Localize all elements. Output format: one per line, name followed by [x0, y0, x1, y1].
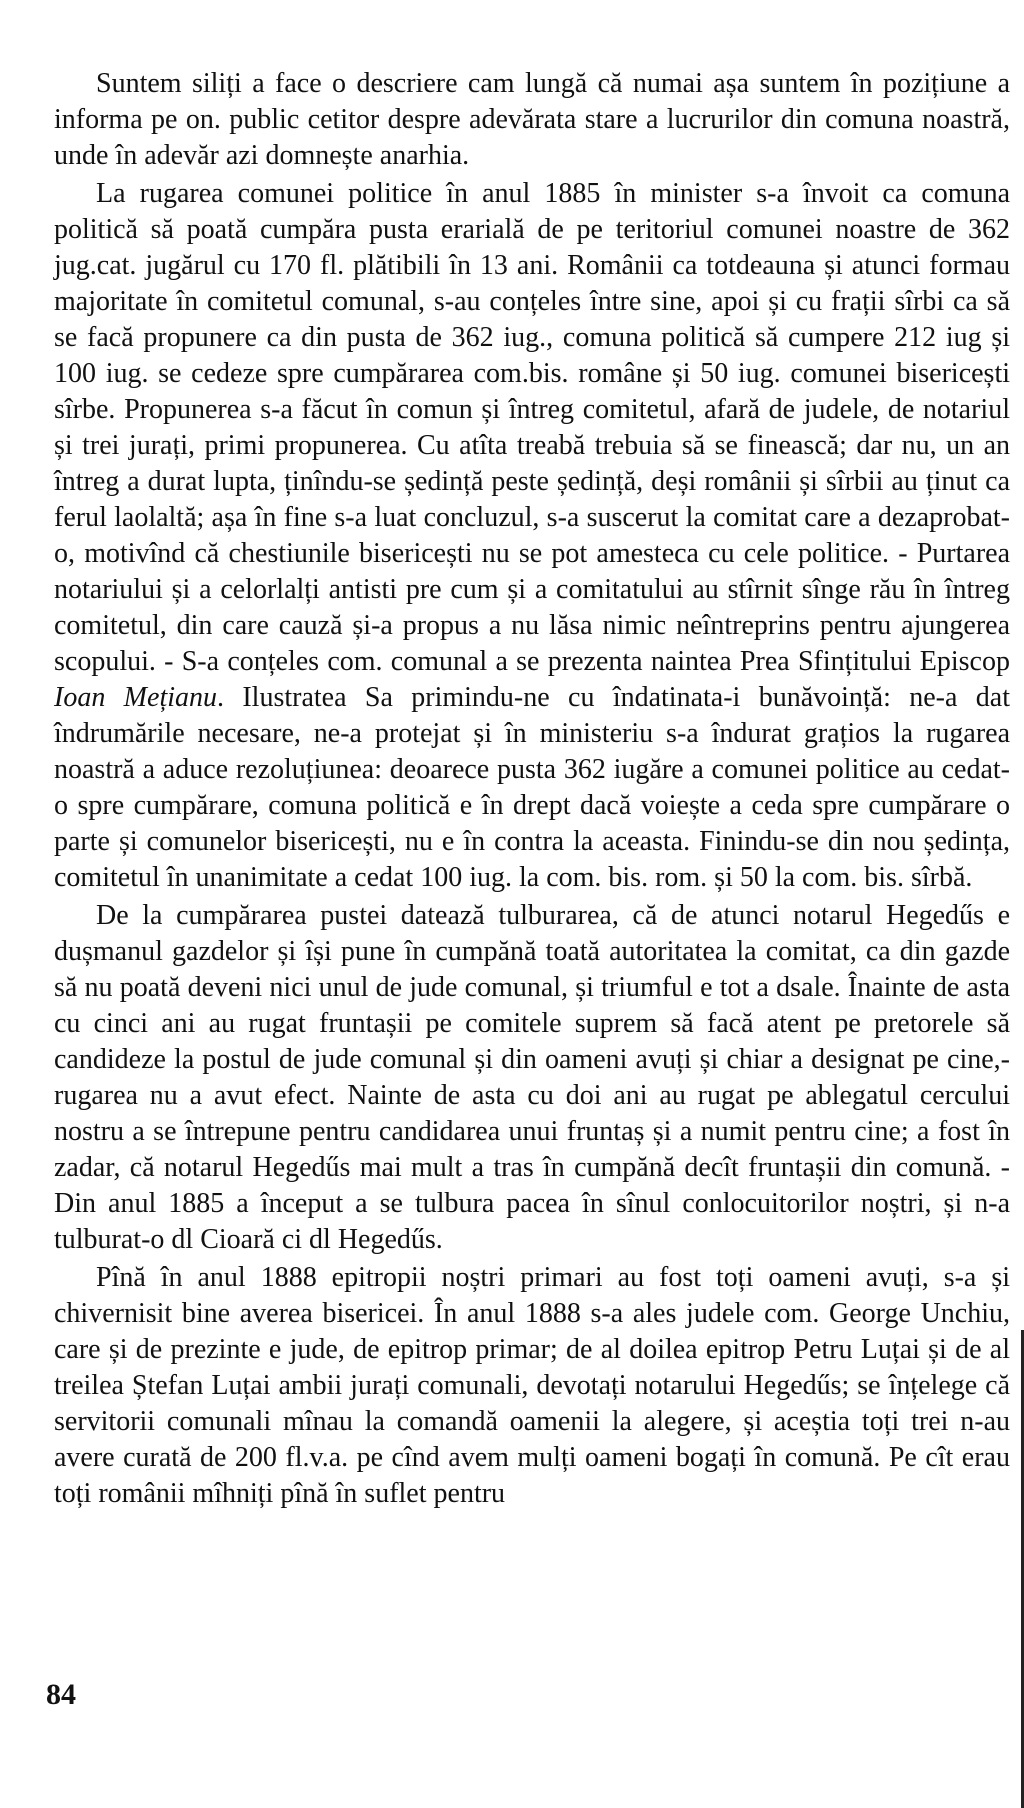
- paragraph-3: De la cumpărarea pustei datează tulburarea, că de atunci notarul Hegedűs e dușmanul gazdelor și își pune în cumpănă toată autoritatea la comitat, ca din gazde să nu poată deveni nici unul de jude comunal, și triumful e tot a dsale. Înainte de asta cu cinci ani au rugat fruntașii pe comitele suprem să facă atent pe pretorele să candideze la postul de jude comunal și din oameni avuți și chiar a designat pe cine,- rugarea nu a avut efect. Nainte de asta cu doi ani au rugat pe ablegatul cercului nostru a se întrepune pentru candidarea unui fruntaș și a numit pentru cine; a fost în zadar, că notarul Hegedűs mai mult a tras în cumpănă decît fruntașii din comună. - Din anul 1885 a început a se tulbura pacea în sînul conlocuitorilor noștri, și n-a tulburat-o dl Cioară ci dl Hegedűs.: [54, 900, 1010, 1255]
- page-number: 84: [46, 1678, 76, 1711]
- paragraph-2-text: La rugarea comunei politice în anul 1885 în minister s-a învoit ca comuna politică să poată cumpăra pusta erarială de pe teritoriul comunei noastre de 362 jug.cat. jugărul cu 170 fl. plătibili în 13 ani. Românii ca totdeauna și atunci formau majoritate în comitetul comunal, s-au conțeles între sine, apoi și cu frații sîrbi ca să se facă propunere ca din pusta de 362 iug., comuna politică să cumpere 212 iug și 100 iug. se cedeze spre cumpărarea com.bis. române și 50 iug. comunei bisericești sîrbe. Propunerea s-a făcut în comun și întreg comitetul, afară de judele, de notariul și trei jurați, primi propunerea. Cu atîta treabă trebuia să se finească; dar nu, un an întreg a durat lupta, ținîndu-se ședință peste ședință, deși românii și sîrbii au ținut ca ferul laolaltă; așa în fine s-a luat concluzul, s-a suscerut la comitat care a dezaprobat-o, motivînd că chestiunile bisericești nu se pot amesteca cu cele politice. - Purtarea notariului și a celorlalți antisti pre cum și a comitatului au stîrnit sînge rău în întreg comitetul, din care cauză și-a propus a nu lăsa nimic neîntreprins pentru ajungerea scopului. - S-a conțeles com. comunal a se prezenta naintea Prea Sfințitului Episcop: [54, 178, 1010, 677]
- body-text: [54, 66, 1010, 1514]
- paragraph-1: Suntem siliți a face o descriere cam lungă că numai așa suntem în pozițiune a informa pe on. public cetitor despre adevărata stare a lucrurilor din comuna noastră, unde în adevăr azi domnește anarhia.: [54, 68, 1010, 171]
- bishop-name: Ioan Mețianu: [54, 682, 217, 713]
- paragraph-4: Pînă în anul 1888 epitropii noștri primari au fost toți oameni avuți, s-a și chivernisit bine averea bisericei. În anul 1888 s-a ales judele com. George Unchiu, care și de prezinte e jude, de epitrop primar; de al doilea epitrop Petru Luțai și de al treilea Ștefan Luțai ambii jurați comunali, devotați notarului Hegedűs; se înțelege că servitorii comunali mînau la comandă oamenii la alegere, și aceștia toți trei n-au avere curată de 200 fl.v.a. pe cînd avem mulți oameni bogați în comună. Pe cît erau toți românii mîhniți pînă în suflet pentru: [54, 1262, 1010, 1509]
- paragraph-2-continuation: . Ilustratea Sa primindu-ne cu îndatinata-i bunăvoință: ne-a dat îndrumările necesare, ne-a protejat și în ministeriu s-a îndurat grațios la rugarea noastră a aduce rezoluțiunea: deoarece pusta 362 iugăre a comunei politice au cedat-o spre cumpărare, comuna politică e în drept dacă voiește a ceda spre cumpărare o parte și comunelor bisericești, nu e în contra la aceasta. Finindu-se din nou ședința, comitetul în unanimitate a cedat 100 iug. la com. bis. rom. și 50 la com. bis. sîrbă.: [54, 682, 1010, 893]
- paragraph-2: [54, 176, 1010, 896]
